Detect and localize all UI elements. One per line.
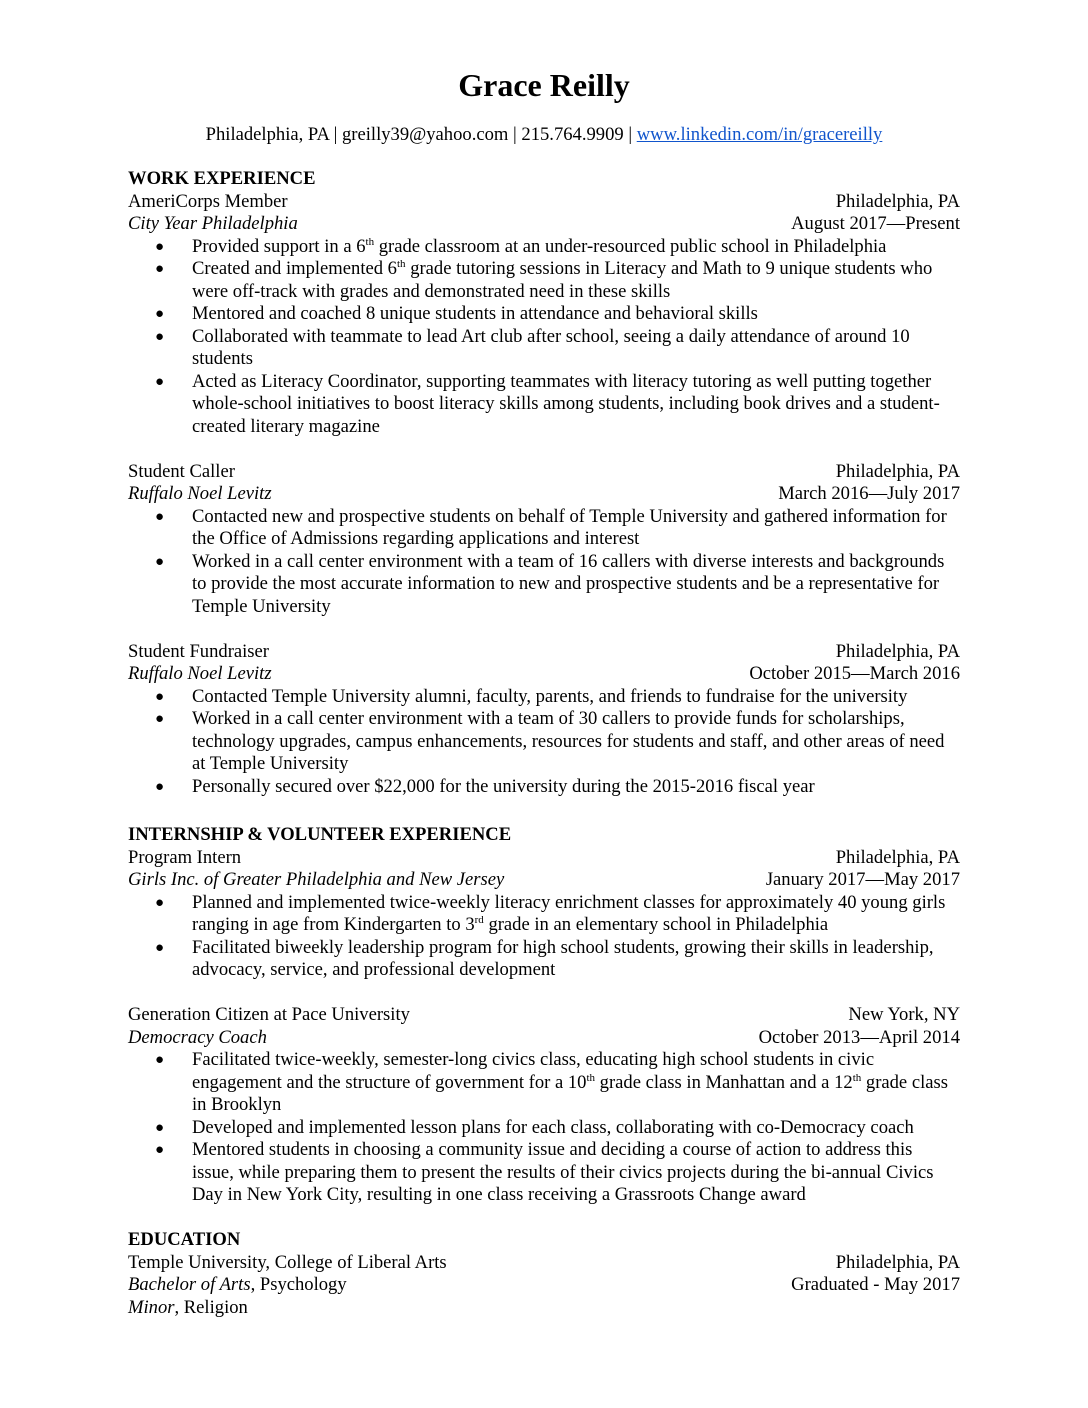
separator: | [333,124,338,145]
bullet-icon: ● [155,306,165,322]
job-dates: August 2017—Present [791,213,960,234]
bullet-item [128,551,960,619]
school-location: Philadelphia, PA [835,1251,960,1273]
spacer [128,438,960,461]
job-dates: October 2015—March 2016 [749,663,960,684]
bullet-item [128,326,960,371]
bullet-text: Personally secured over $22,000 for the university during the 2015-2016 fiscal year [192,775,815,797]
section-title: EDUCATION [128,1229,241,1250]
education-row [128,1297,960,1320]
bullet-list [128,686,960,799]
bullet-text: grade tutoring sessions in Literacy and Math to 9 unique students who were off-track with grades and demonstrated need in these skills [192,258,933,302]
bullet-text: Developed and implemented lesson plans for each class, collaborating with co-Democracy coach [192,1116,914,1138]
bullet-text: Facilitated twice-weekly, semester-long civics class, educating high school students in civic engagement and the structure of government for a 10 [192,1049,875,1093]
bullet-icon: ● [155,1142,165,1158]
job-dates: March 2016—July 2017 [778,483,960,504]
job-location: New York, NY [848,1004,960,1025]
bullet-item [128,1049,960,1117]
bullet-list [128,236,960,439]
bullet-text: Contacted Temple University alumni, faculty, parents, and friends to fundraise for the university [192,685,908,707]
job-org-row [128,213,960,236]
bullet-text: Planned and implemented twice-weekly literacy enrichment classes for approximately 40 young girls ranging in age from Kindergarten to 3 [192,891,946,935]
job-entry [128,191,960,439]
bullet-item [128,236,960,259]
job-org-row [128,1027,960,1050]
job-location: Philadelphia, PA [835,640,960,662]
bullet-list [128,506,960,619]
job-location: Philadelphia, PA [835,190,960,212]
minor [128,1297,248,1320]
job-org-row [128,663,960,686]
bullet-list [128,892,960,982]
job-location: Philadelphia, PA [835,846,960,868]
job-entry [128,461,960,619]
contact-email[interactable]: greilly39@yahoo.com [342,124,509,145]
job-location: Philadelphia, PA [835,460,960,482]
bullet-text: Acted as Literacy Coordinator, supporting teammates with literacy tutoring as well putting together whole-school initiatives to boost literacy skills among students, including book drives and a student-created literary magazine [192,370,940,437]
bullet-text: Mentored students in choosing a community issue and deciding a course of action to address this issue, while preparing them to present the results of their civics projects during the bi-annual Civics Day in New York City, resulting in one class receiving a Grassroots Change award [192,1139,934,1205]
job-role: Generation Citizen at Pace University [128,1004,410,1025]
education-row [128,1252,960,1275]
bullet-icon: ● [155,688,165,705]
job-role: Student Caller [128,460,235,482]
bullet-icon: ● [155,939,165,956]
bullet-item [128,371,960,439]
bullet-icon: ● [155,261,165,277]
job-header-row [128,1004,960,1027]
superscript: rd [474,914,484,926]
separator: | [513,124,517,145]
job-dates: January 2017—May 2017 [765,869,960,890]
job-header-row [128,641,960,664]
bullet-text: Created and implemented 6 [192,258,397,279]
contact-phone: 215.764.9909 [521,124,624,145]
bullet-icon: ● [155,328,165,345]
job-role: Student Fundraiser [128,640,269,662]
bullet-icon: ● [155,894,165,911]
job-entry [128,1004,960,1207]
graduation-date: Graduated - May 2017 [791,1274,960,1295]
bullet-text: grade class in Brooklyn [192,1071,948,1115]
job-role: AmeriCorps Member [128,190,288,212]
bullet-icon: ● [155,238,165,255]
bullet-text: Mentored and coached 8 unique students in attendance and behavioral skills [192,303,758,324]
bullet-item [128,686,960,709]
school-name: Temple University, College of Liberal Arts [128,1251,447,1273]
bullet-item [128,1117,960,1140]
education-row [128,1274,960,1297]
separator: | [628,124,633,145]
linkedin-link[interactable]: www.linkedin.com/in/gracereilly [636,124,883,145]
bullet-icon: ● [155,553,165,570]
degree-type: Bachelor of Arts [128,1274,251,1295]
job-entry [128,641,960,799]
bullet-text: grade in an elementary school in Philadelphia [483,914,829,935]
degree [128,1274,347,1297]
bullet-icon: ● [155,373,165,390]
job-org-row [128,869,960,892]
bullet-list [128,1049,960,1207]
job-dates: October 2013—April 2014 [758,1026,960,1048]
bullet-text: Provided support in a 6 [192,235,366,257]
bullet-item [128,892,960,937]
job-organization: Ruffalo Noel Levitz [128,483,272,504]
degree-field: , Psychology [250,1274,347,1295]
bullet-text: Contacted new and prospective students on behalf of Temple University and gathered information for the Office of Admissions regarding applications and interest [192,505,947,549]
spacer [128,618,960,641]
spacer [128,982,960,1005]
superscript: th [396,258,406,270]
bullet-icon: ● [155,711,165,727]
superscript: th [365,235,375,248]
section-title: INTERNSHIP & VOLUNTEER EXPERIENCE [128,824,512,845]
bullet-item [128,506,960,551]
minor-field: , Religion [174,1296,248,1318]
bullet-item [128,776,960,799]
bullet-text: grade classroom at an under-resourced public school in Philadelphia [374,235,887,257]
job-header-row [128,461,960,484]
bullet-item [128,708,960,776]
contact-location: Philadelphia, PA [205,124,329,145]
bullet-text: Facilitated biweekly leadership program for high school students, growing their skills in leadership, advocacy, service, and professional development [192,936,934,980]
job-entry [128,847,960,982]
contact-line [128,124,960,146]
superscript: th [586,1071,596,1084]
job-organization: Girls Inc. of Greater Philadelphia and New Jersey [128,869,505,890]
bullet-icon: ● [155,508,165,525]
section-title: WORK EXPERIENCE [128,168,316,189]
job-header-row [128,191,960,214]
job-header-row [128,847,960,870]
bullet-text: grade class in Manhattan and a 12 [595,1071,853,1093]
job-organization: Democracy Coach [128,1026,267,1048]
bullet-icon: ● [155,1052,165,1068]
bullet-item [128,303,960,326]
bullet-text: Worked in a call center environment with a team of 30 callers to provide funds for scholarships, technology upgrades, campus enhancements, resources for students and staff, and other areas of need at Temple University [192,708,945,774]
job-organization: City Year Philadelphia [128,213,298,234]
internship-section [128,824,960,1207]
minor-label: Minor [128,1296,175,1318]
job-role: Program Intern [128,846,242,868]
job-organization: Ruffalo Noel Levitz [128,663,272,684]
bullet-icon: ● [155,1119,165,1136]
bullet-icon: ● [155,778,165,795]
bullet-item [128,1139,960,1207]
superscript: th [852,1071,862,1084]
candidate-name: Grace Reilly [458,67,630,103]
bullet-text: Worked in a call center environment with a team of 16 callers with diverse interests and backgrounds to provide the most accurate information to new and prospective students and be a representative for Temple University [192,550,945,617]
bullet-item [128,937,960,982]
work-experience-section [128,168,960,798]
job-org-row [128,483,960,506]
bullet-item [128,258,960,303]
bullet-text: Collaborated with teammate to lead Art club after school, seeing a daily attendance of around 10 students [192,325,910,369]
education-section [128,1229,960,1319]
